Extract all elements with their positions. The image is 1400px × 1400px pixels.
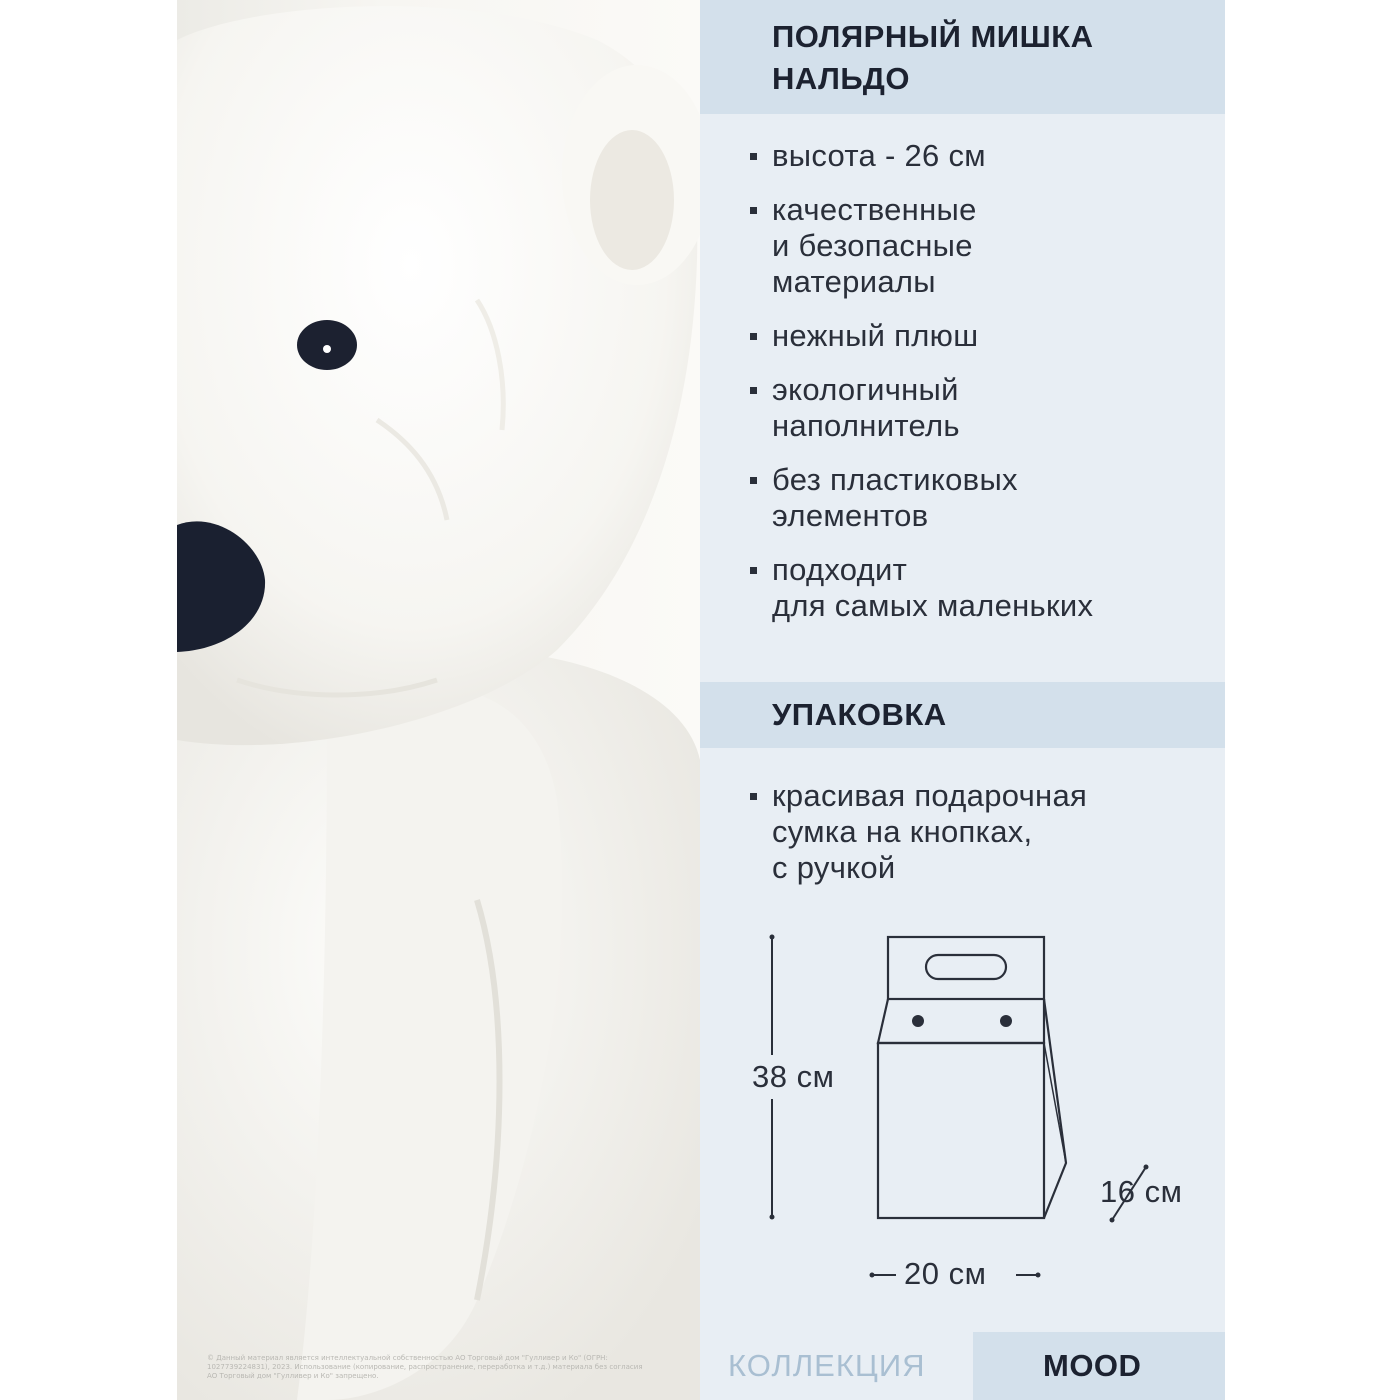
packaging-list xyxy=(748,778,1218,886)
info-panel xyxy=(700,0,1225,1400)
product-photo xyxy=(177,0,700,1400)
polar-bear-illustration xyxy=(177,0,700,1400)
feature-item: без пластиковых элементов xyxy=(748,462,1218,534)
feature-item: подходит для самых маленьких xyxy=(748,552,1218,624)
feature-item: нежный плюш xyxy=(748,318,1218,354)
features-list xyxy=(748,138,1218,624)
width-label: 20 см xyxy=(904,1256,987,1291)
packaging-band xyxy=(700,682,1225,748)
collection-label: КОЛЛЕКЦИЯ xyxy=(728,1348,926,1383)
height-label: 38 см xyxy=(750,1055,836,1099)
feature-item: высота - 26 см xyxy=(748,138,1218,174)
product-title: ПОЛЯРНЫЙ МИШКА НАЛЬДО xyxy=(772,19,1094,96)
collection-name: MOOD xyxy=(1043,1348,1142,1383)
title-band xyxy=(700,0,1225,114)
packaging-title: УПАКОВКА xyxy=(772,697,947,732)
feature-item: качественные и безопасные материалы xyxy=(748,192,1218,300)
feature-item: экологичный наполнитель xyxy=(748,372,1218,444)
depth-label: 16 см xyxy=(1100,1174,1183,1209)
packaging-item: красивая подарочная сумка на кнопках, с ручкой xyxy=(748,778,1218,886)
copyright-text: © Данный материал является интеллектуальной собственностью АО Торговый дом "Гулливер и Ко" (ОГРН: 1027739224831), 2023. Использование (копирование, распространение, переработка и т.д.) материала без согласия АО Торговый дом "Гулливер и Ко" запрещено. xyxy=(207,1354,643,1380)
